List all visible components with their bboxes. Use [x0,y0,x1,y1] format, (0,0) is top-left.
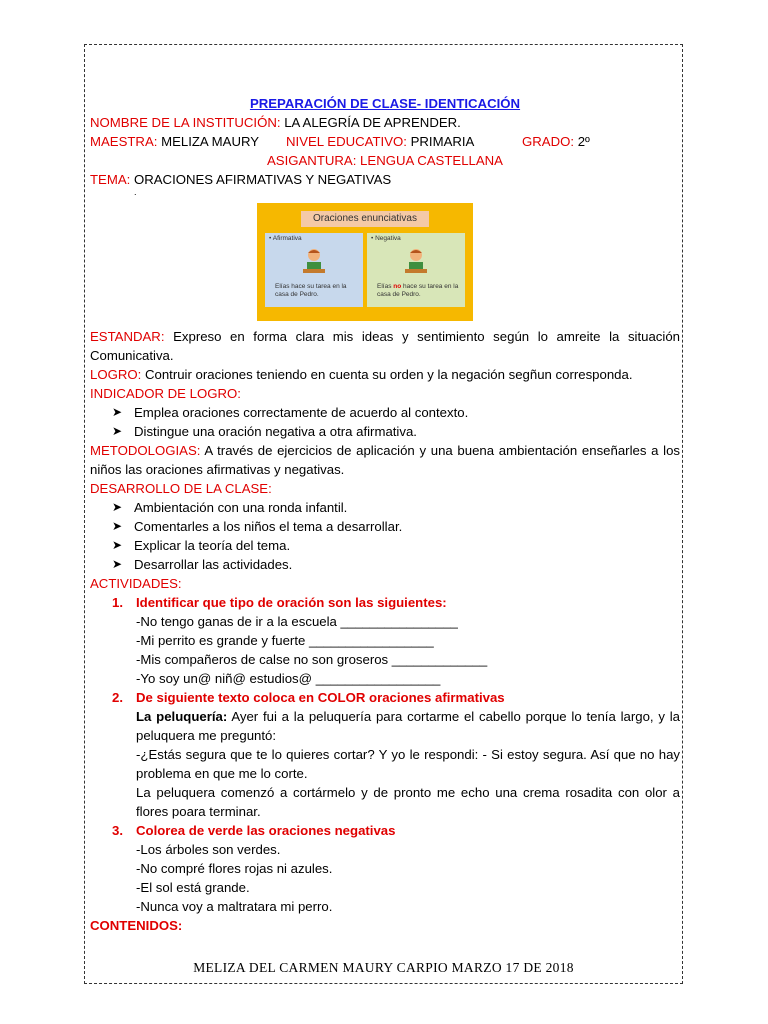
bullet-mark: • [269,235,272,242]
story-title: La peluquería: [136,709,228,724]
child-studying-icon [403,247,429,277]
stray-dot: . [134,187,137,197]
arrow-bullet-icon: ➤ [112,405,123,419]
institution-value: LA ALEGRÍA DE APRENDER. [284,115,461,130]
goal-label: LOGRO: [90,367,142,382]
arrow-bullet-icon: ➤ [112,424,123,438]
subject-line: ASIGANTURA: LENGUA CASTELLANA [267,153,503,168]
negative-panel [367,233,465,307]
list-item: -Nunca voy a maltratara mi perro. [136,899,333,914]
activity-1-heading: 1. Identificar que tipo de oración son las siguientes: [112,595,447,610]
methodology-paragraph [90,441,680,479]
topic-label: TEMA: [90,172,131,187]
teacher-level-grade-line [90,132,680,151]
list-item: -No tengo ganas de ir a la escuela ________________ [136,614,458,629]
footer-signature-line: MELIZA DEL CARMEN MAURY CARPIO MARZO 17 DE 2018 [193,960,574,975]
teacher-value: MELIZA MAURY [161,134,260,149]
standard-paragraph [90,327,680,365]
list-item: ➤ Distingue una oración negativa a otra afirmativa. [112,424,417,439]
negative-example: Elías no hace su tarea en la casa de Pedro. [377,283,459,298]
list-item: -No compré flores rojas ni azules. [136,861,333,876]
arrow-bullet-icon: ➤ [112,500,123,514]
standard-value: Expreso en forma clara mis ideas y sentimiento según lo amreite la situación Comunicativa. [90,329,680,363]
sentence-types-figure [257,203,473,321]
goal-value: Contruir oraciones teniendo en cuenta su orden y la negación segñun corresponda. [144,367,633,382]
topic-line [90,170,680,189]
grade-value: 2º [577,134,590,149]
affirmative-example: Elías hace su tarea en la casa de Pedro. [275,283,347,298]
document-body [90,94,680,935]
methodology-value: A través de ejercicios de aplicación y una buena ambientación enseñarles a los niños las oraciones afirmativas y negativas. [90,443,680,477]
activity-3-heading: 3. Colorea de verde las oraciones negativas [112,823,396,838]
institution-line [90,113,680,132]
document-title: PREPARACIÓN DE CLASE- IDENTICACIÓN [249,96,521,111]
list-item: -Los árboles son verdes. [136,842,281,857]
teacher-label: MAESTRA: [90,134,158,149]
standard-label: ESTANDAR: [90,329,165,344]
list-item: ➤ Emplea oraciones correctamente de acuerdo al contexto. [112,405,469,420]
figure-title: Oraciones enunciativas [301,211,429,227]
negative-label: Negativa [375,235,401,242]
list-item: ➤ Ambientación con una ronda infantil. [112,500,348,515]
level-value: PRIMARIA [410,134,475,149]
affirmative-label: Afirmativa [272,235,302,242]
institution-label: NOMBRE DE LA INSTITUCIÓN: [90,115,281,130]
indicator-heading: INDICADOR DE LOGRO: [90,386,241,401]
contents-heading: CONTENIDOS: [90,918,183,933]
methodology-label: METODOLOGIAS: [90,443,201,458]
negation-word: no [393,283,402,290]
list-item: -Yo soy un@ niñ@ estudios@ _________________ [136,671,441,686]
story-paragraph-1: La peluquería: Ayer fui a la peluquería para cortarme el cabello porque lo tenía largo, y la peluquera me preguntó: [136,709,680,743]
activity-2-heading: 2. De siguiente texto coloca en COLOR oraciones afirmativas [112,690,505,705]
arrow-bullet-icon: ➤ [112,538,123,552]
child-studying-icon [301,247,327,277]
level-label: NIVEL EDUCATIVO: [286,134,407,149]
topic-value: ORACIONES AFIRMATIVAS Y NEGATIVAS [133,172,392,187]
list-item: -El sol está grande. [136,880,250,895]
goal-paragraph [90,365,680,384]
arrow-bullet-icon: ➤ [112,557,123,571]
affirmative-panel [265,233,363,307]
story-paragraph-2: -¿Estás segura que te lo quieres cortar? Y yo le respondi: - Si estoy segura. Así que no hay problema en que me lo corte. [136,747,680,781]
list-item: ➤ Comentarles a los niños el tema a desarrollar. [112,519,403,534]
development-heading: DESARROLLO DE LA CLASE: [90,481,272,496]
grade-label: GRADO: [522,134,575,149]
arrow-bullet-icon: ➤ [112,519,123,533]
list-item: -Mi perrito es grande y fuerte _________________ [136,633,434,648]
list-item: ➤ Desarrollar las actividades. [112,557,293,572]
list-item: ➤ Explicar la teoría del tema. [112,538,291,553]
bullet-mark: • [371,235,374,242]
activities-heading: ACTIVIDADES: [90,576,182,591]
story-paragraph-3: La peluquera comenzó a cortármelo y de pronto me echo una crema rosadita con olor a flores poara terminar. [136,785,680,819]
list-item: -Mis compañeros de calse no son groseros _____________ [136,652,488,667]
